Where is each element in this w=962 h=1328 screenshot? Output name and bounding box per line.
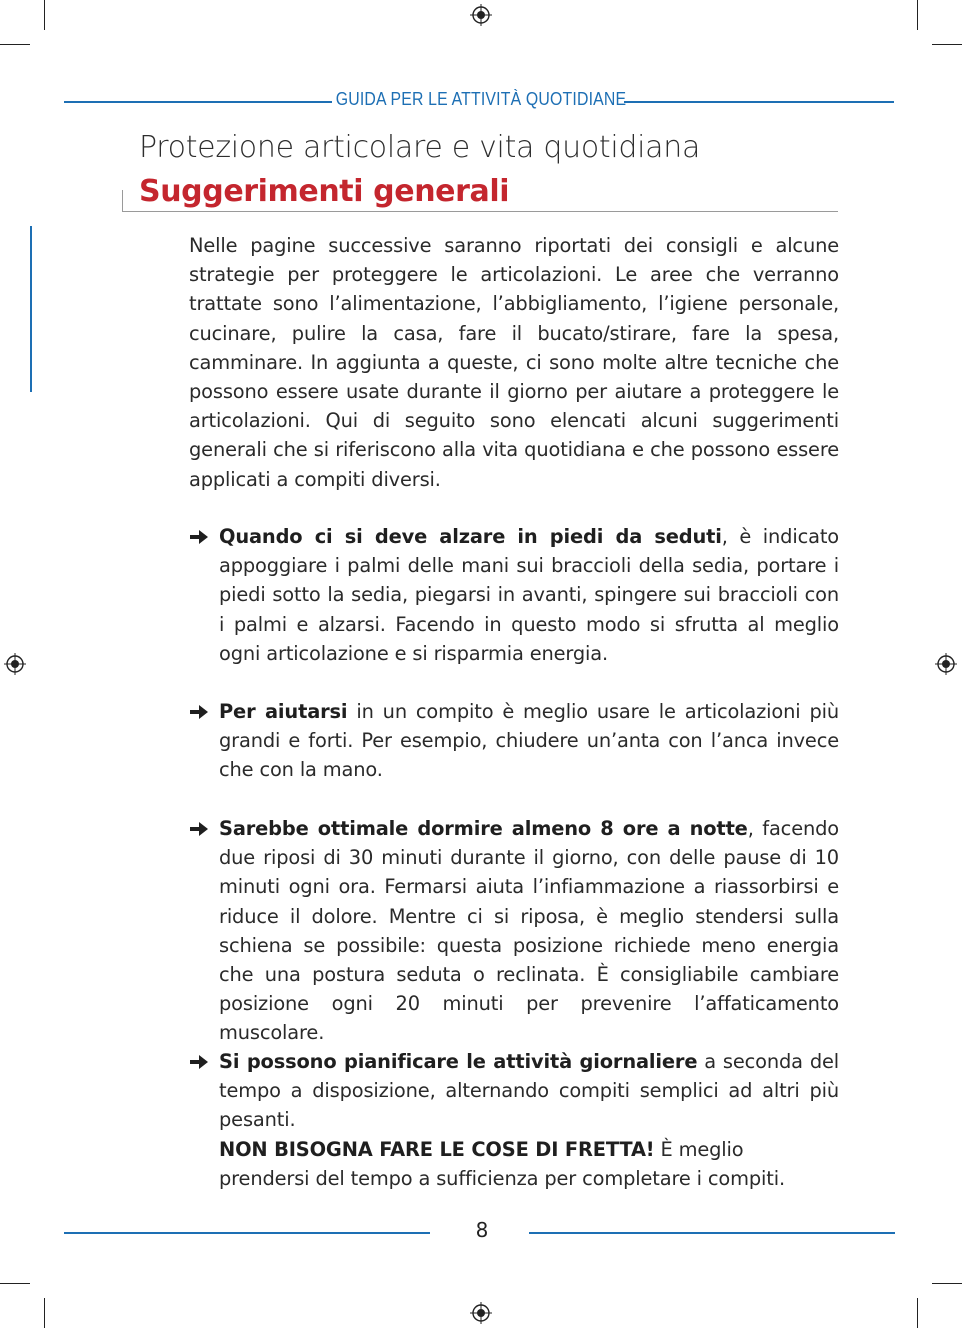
list-item-bold: Per aiutarsi <box>219 700 348 723</box>
list-item <box>189 814 839 1048</box>
page-number: 8 <box>475 1218 489 1242</box>
side-accent-bar <box>30 226 32 392</box>
list-item <box>189 522 839 668</box>
list-item-body: , facendo due riposi di 30 minuti durante il giorno, con delle pause di 10 minuti ogni ora. Fermarsi aiuta l’infiammazione a riassorbirsi e riduce il dolore. Mentre ci si riposa, è meglio stendersi sulla schiena se possibile: questa posizione richiede meno energia che una postura seduta o reclinata. È consigliabile cambiare posizione ogni 20 minuti per prevenire l’affaticamento muscolare. <box>219 817 839 1045</box>
title-rule <box>122 211 838 212</box>
list-item-note-bold: NON BISOGNA FARE LE COSE DI FRETTA! <box>219 1137 655 1161</box>
footer-rule-right <box>529 1232 895 1234</box>
list-item-text <box>219 814 839 1048</box>
list-item-body: in un compito è meglio usare le articolazioni più grandi e forti. Per esempio, chiudere un’anta con l’anca invece che con la mano. <box>219 700 839 782</box>
title-rule-tick <box>122 190 123 212</box>
crop-mark <box>917 1298 918 1328</box>
crop-mark <box>0 1283 30 1284</box>
crop-mark <box>932 44 962 45</box>
list-item-text <box>219 1047 839 1135</box>
list-item-body: a seconda del tempo a disposizione, alternando compiti semplici ad altri più pesanti. <box>219 1050 839 1132</box>
list-item-text <box>219 697 839 785</box>
registration-mark-icon <box>470 1302 492 1324</box>
section-title: Suggerimenti generali <box>139 174 510 209</box>
crop-mark <box>932 1283 962 1284</box>
list-item-bold: Sarebbe ottimale dormire almeno 8 ore a notte <box>219 817 748 840</box>
footer-rule-left <box>64 1232 430 1234</box>
page-title: Protezione articolare e vita quotidiana <box>139 130 701 165</box>
crop-mark <box>917 0 918 30</box>
list-item-note <box>219 1135 839 1193</box>
list-item <box>189 1047 839 1193</box>
registration-mark-icon <box>470 4 492 26</box>
crop-mark <box>44 0 45 30</box>
intro-paragraph: Nelle pagine successive saranno riportati dei consigli e alcune strategie per proteggere le articolazioni. Le aree che verranno trattate sono l’alimentazione, l’abbigliamento, l’igiene personale, cucinare, pulire la casa, fare il bucato/stirare, fare la spesa, camminare. In aggiunta a queste, ci sono molte altre tecniche che possono essere usate durante il giorno per aiutare a proteggere le articolazioni. Qui di seguito sono elencati alcuni suggerimenti generali che si riferiscono alla vita quotidiana e che possono essere applicati a compiti diversi. <box>189 234 839 491</box>
list-item-bold: Quando ci si deve alzare in piedi da seduti <box>219 525 722 548</box>
running-header: GUIDA PER LE ATTIVITÀ QUOTIDIANE <box>335 89 627 109</box>
arrow-right-icon <box>189 1054 209 1070</box>
crop-mark <box>44 1298 45 1328</box>
list-item-text <box>219 522 839 668</box>
registration-mark-icon <box>935 653 957 675</box>
list-item-body: , è indicato appoggiare i palmi delle mani sui braccioli della sedia, portare i piedi sotto la sedia, piegarsi in avanti, spingere sui braccioli con i palmi e alzarsi. Facendo in questo modo si sfrutta al meglio ogni articolazione e si risparmia energia. <box>219 525 839 665</box>
list-item-bold: Si possono pianificare le attività giornaliere <box>219 1050 698 1073</box>
arrow-right-icon <box>189 529 209 545</box>
list-item <box>189 697 839 785</box>
arrow-right-icon <box>189 821 209 837</box>
registration-mark-icon <box>4 653 26 675</box>
list-item-note-body: È meglio prendersi del tempo a sufficienza per completare i compiti. <box>219 1137 785 1190</box>
arrow-right-icon <box>189 704 209 720</box>
crop-mark <box>0 44 30 45</box>
